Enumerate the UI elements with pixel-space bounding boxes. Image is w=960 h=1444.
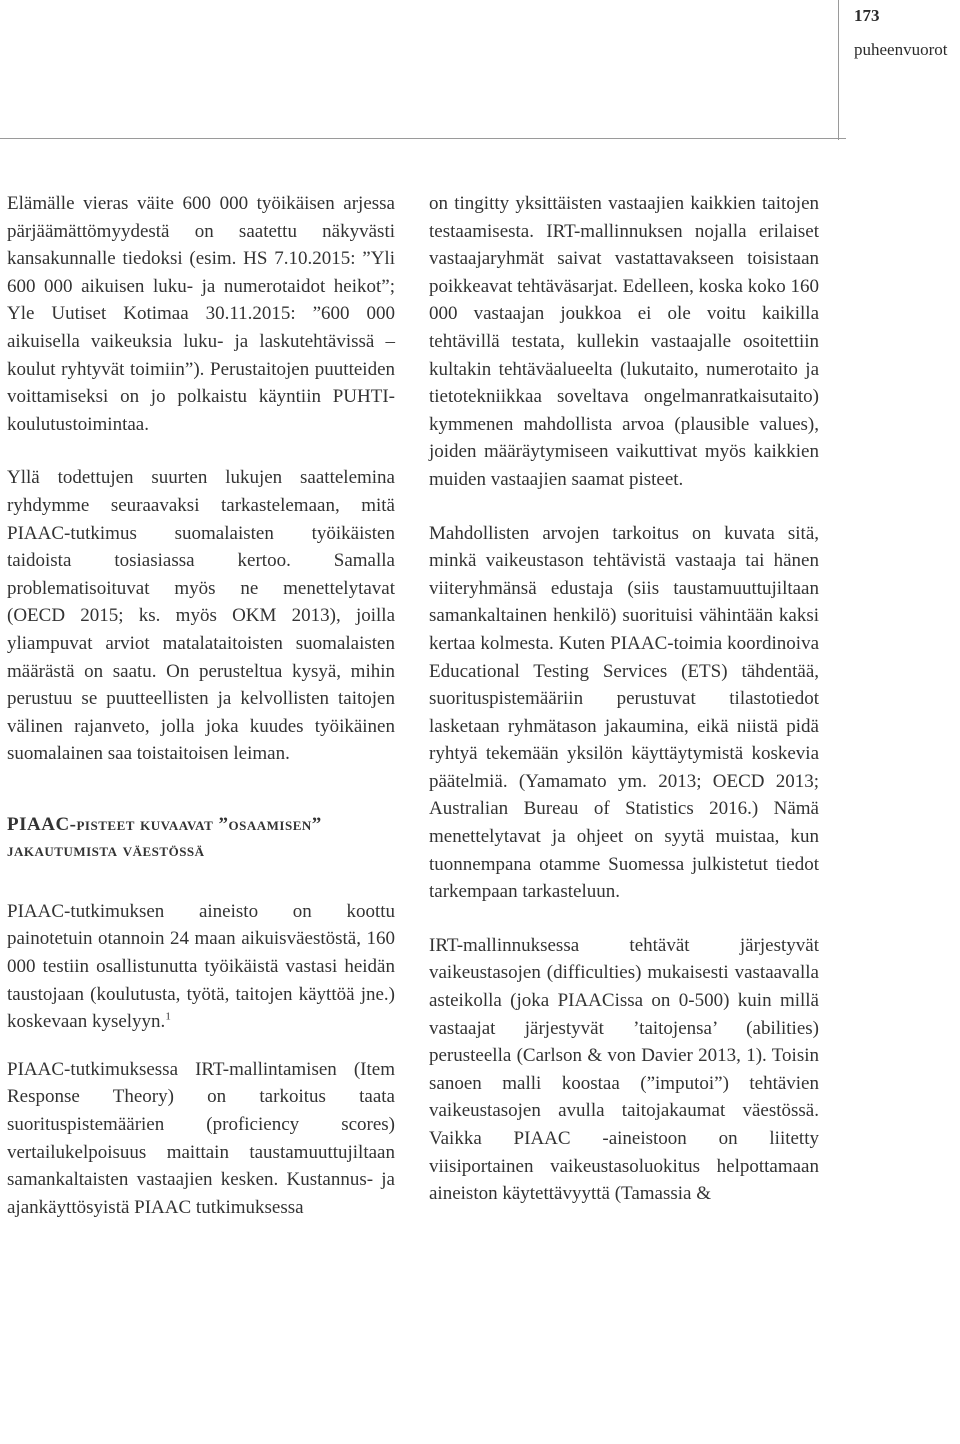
- left-paragraph-3: [7, 898, 395, 1036]
- right-paragraph-3: IRT-mallinnuksessa tehtävät järjestyvät vaikeustasojen (difficulties) mukaisesti vastaavalla asteikolla (joka PIAACissa on 0-500) kuin millä vastaajat järjestyvät ’taitojensa’ (abilities) perusteella (Carlson & von Davier 2013, 1). Toisin sanoen malli koostaa (”imputoi”) tehtävien vaikeustasojen avulla taitojakaumat väestössä. Vaikka PIAAC -aineistoon on liitetty viisiportainen vaikeustasoluokitus helpottamaan aineiston käytettävyyttä (Tamassia &: [429, 934, 819, 1205]
- right-column: [429, 190, 819, 1234]
- header-vertical-rule: [838, 0, 839, 140]
- left-paragraph-2: Yllä todettujen suurten lukujen saattelemina ryhdymme seuraavaksi tarkastelemaan, mitä PIAAC-tutkimus suomalaisten työikäisten taidoista tosiasiassa kertoo. Samalla problematisoituvat myös ne menettelytavat (OECD 2015; ks. myös OKM 2013), joilla yliampuvat arviot matalataitoisten suomalaisten määrästä on saatu. On perusteltua kysyä, mihin perustuu se puutteellisten ja kelvollisten taitojen välinen rajanveto, jolla joka kuudes työikäinen suomalainen saa toistaitoisen leiman.: [7, 467, 395, 765]
- header-horizontal-rule: [0, 138, 846, 139]
- section-heading: PIAAC-pisteet kuvaavat ”osaamisen” jakautumista väestössä: [7, 813, 322, 861]
- right-paragraph-1: on tingitty yksittäisten vastaajien kaikkien taitojen testaamisesta. IRT-mallinnuksen nojalla erilaiset vastaajaryhmät saivat vastattavakseen toisistaan poikkeavat tehtäväsarjat. Edelleen, koska koko 160 000 vastaajan joukkoa ei ole voitu kaikilla tehtävillä testata, kullekin vastaajalle osoitettiin kultakin tehtäväalueelta (lukutaito, numerotaito ja tietotekniikkaa soveltava ongelmanratkaisutaito) kymmenen mahdollista arvoa (plausible values), joiden määräytymiseen vaikuttivat myös kaikkien muiden vastaajien saamat pisteet.: [429, 193, 819, 490]
- section-label: puheenvuorot: [854, 40, 948, 59]
- page-number: 173: [854, 6, 880, 25]
- footnote-marker: 1: [165, 1010, 171, 1023]
- left-column: [7, 190, 395, 1247]
- left-paragraph-4: PIAAC-tutkimuksessa IRT-mallintamisen (Item Response Theory) on tarkoitus taata suorituspistemäärien (proficiency scores) vertailukelpoisuus maittain taustamuuttujiltaan samankaltaisten vastaajien kesken. Kustannus- ja ajankäyttösyistä PIAAC tutkimuksessa: [7, 1058, 395, 1218]
- left-paragraph-1: Elämälle vieras väite 600 000 työikäisen arjessa pärjäämättömyydestä on saatettu näkyvästi kansakunnalle tiedoksi (esim. HS 7.10.2015: ”Yli 600 000 aikuisen luku- ja numerotaidot heikot”; Yle Uutiset Kotimaa 30.11.2015: ”600 000 aikuisella vaikeuksia luku- ja laskutehtävissä – koulut ryhtyvät toimiin”). Perustaitojen puutteiden voittamiseksi on jo polkaistu käyntiin PUHTI-koulutustoimintaa.: [7, 193, 395, 435]
- left-paragraph-3-text: PIAAC-tutkimuksen aineisto on koottu painotetuin otannoin 24 maan aikuisväestöstä, 160 000 testiin osallistunutta työikäistä vastasi heidän taustojaan (koulutusta, työtä, taitojen käyttöä jne.) koskevaan kyselyyn.: [7, 900, 395, 1033]
- right-paragraph-2: Mahdollisten arvojen tarkoitus on kuvata sitä, minkä vaikeustason tehtävistä vastaaja tai hänen viiteryhmänsä edustaja (siis taustamuuttujiltaan samankaltainen henkilö) suorituisi vähintään kaksi kertaa kolmesta. Kuten PIAAC-toimia koordinoiva Educational Testing Services (ETS) tähdentää, suorituspistemääriin perustuvat tilastotiedot lasketaan ryhmätason jakaumina, eikä niistä pidä ryhtyä tekemään yksilön käyttäytymistä koskevia päätelmiä. (Yamamato ym. 2013; OECD 2013; Australian Bureau of Statistics 2016.) Nämä menettelytavat ja ohjeet on syytä muistaa, kun tuonnempana otamme Suomessa julkistetut tiedot tarkempaan tarkasteluun.: [429, 522, 819, 903]
